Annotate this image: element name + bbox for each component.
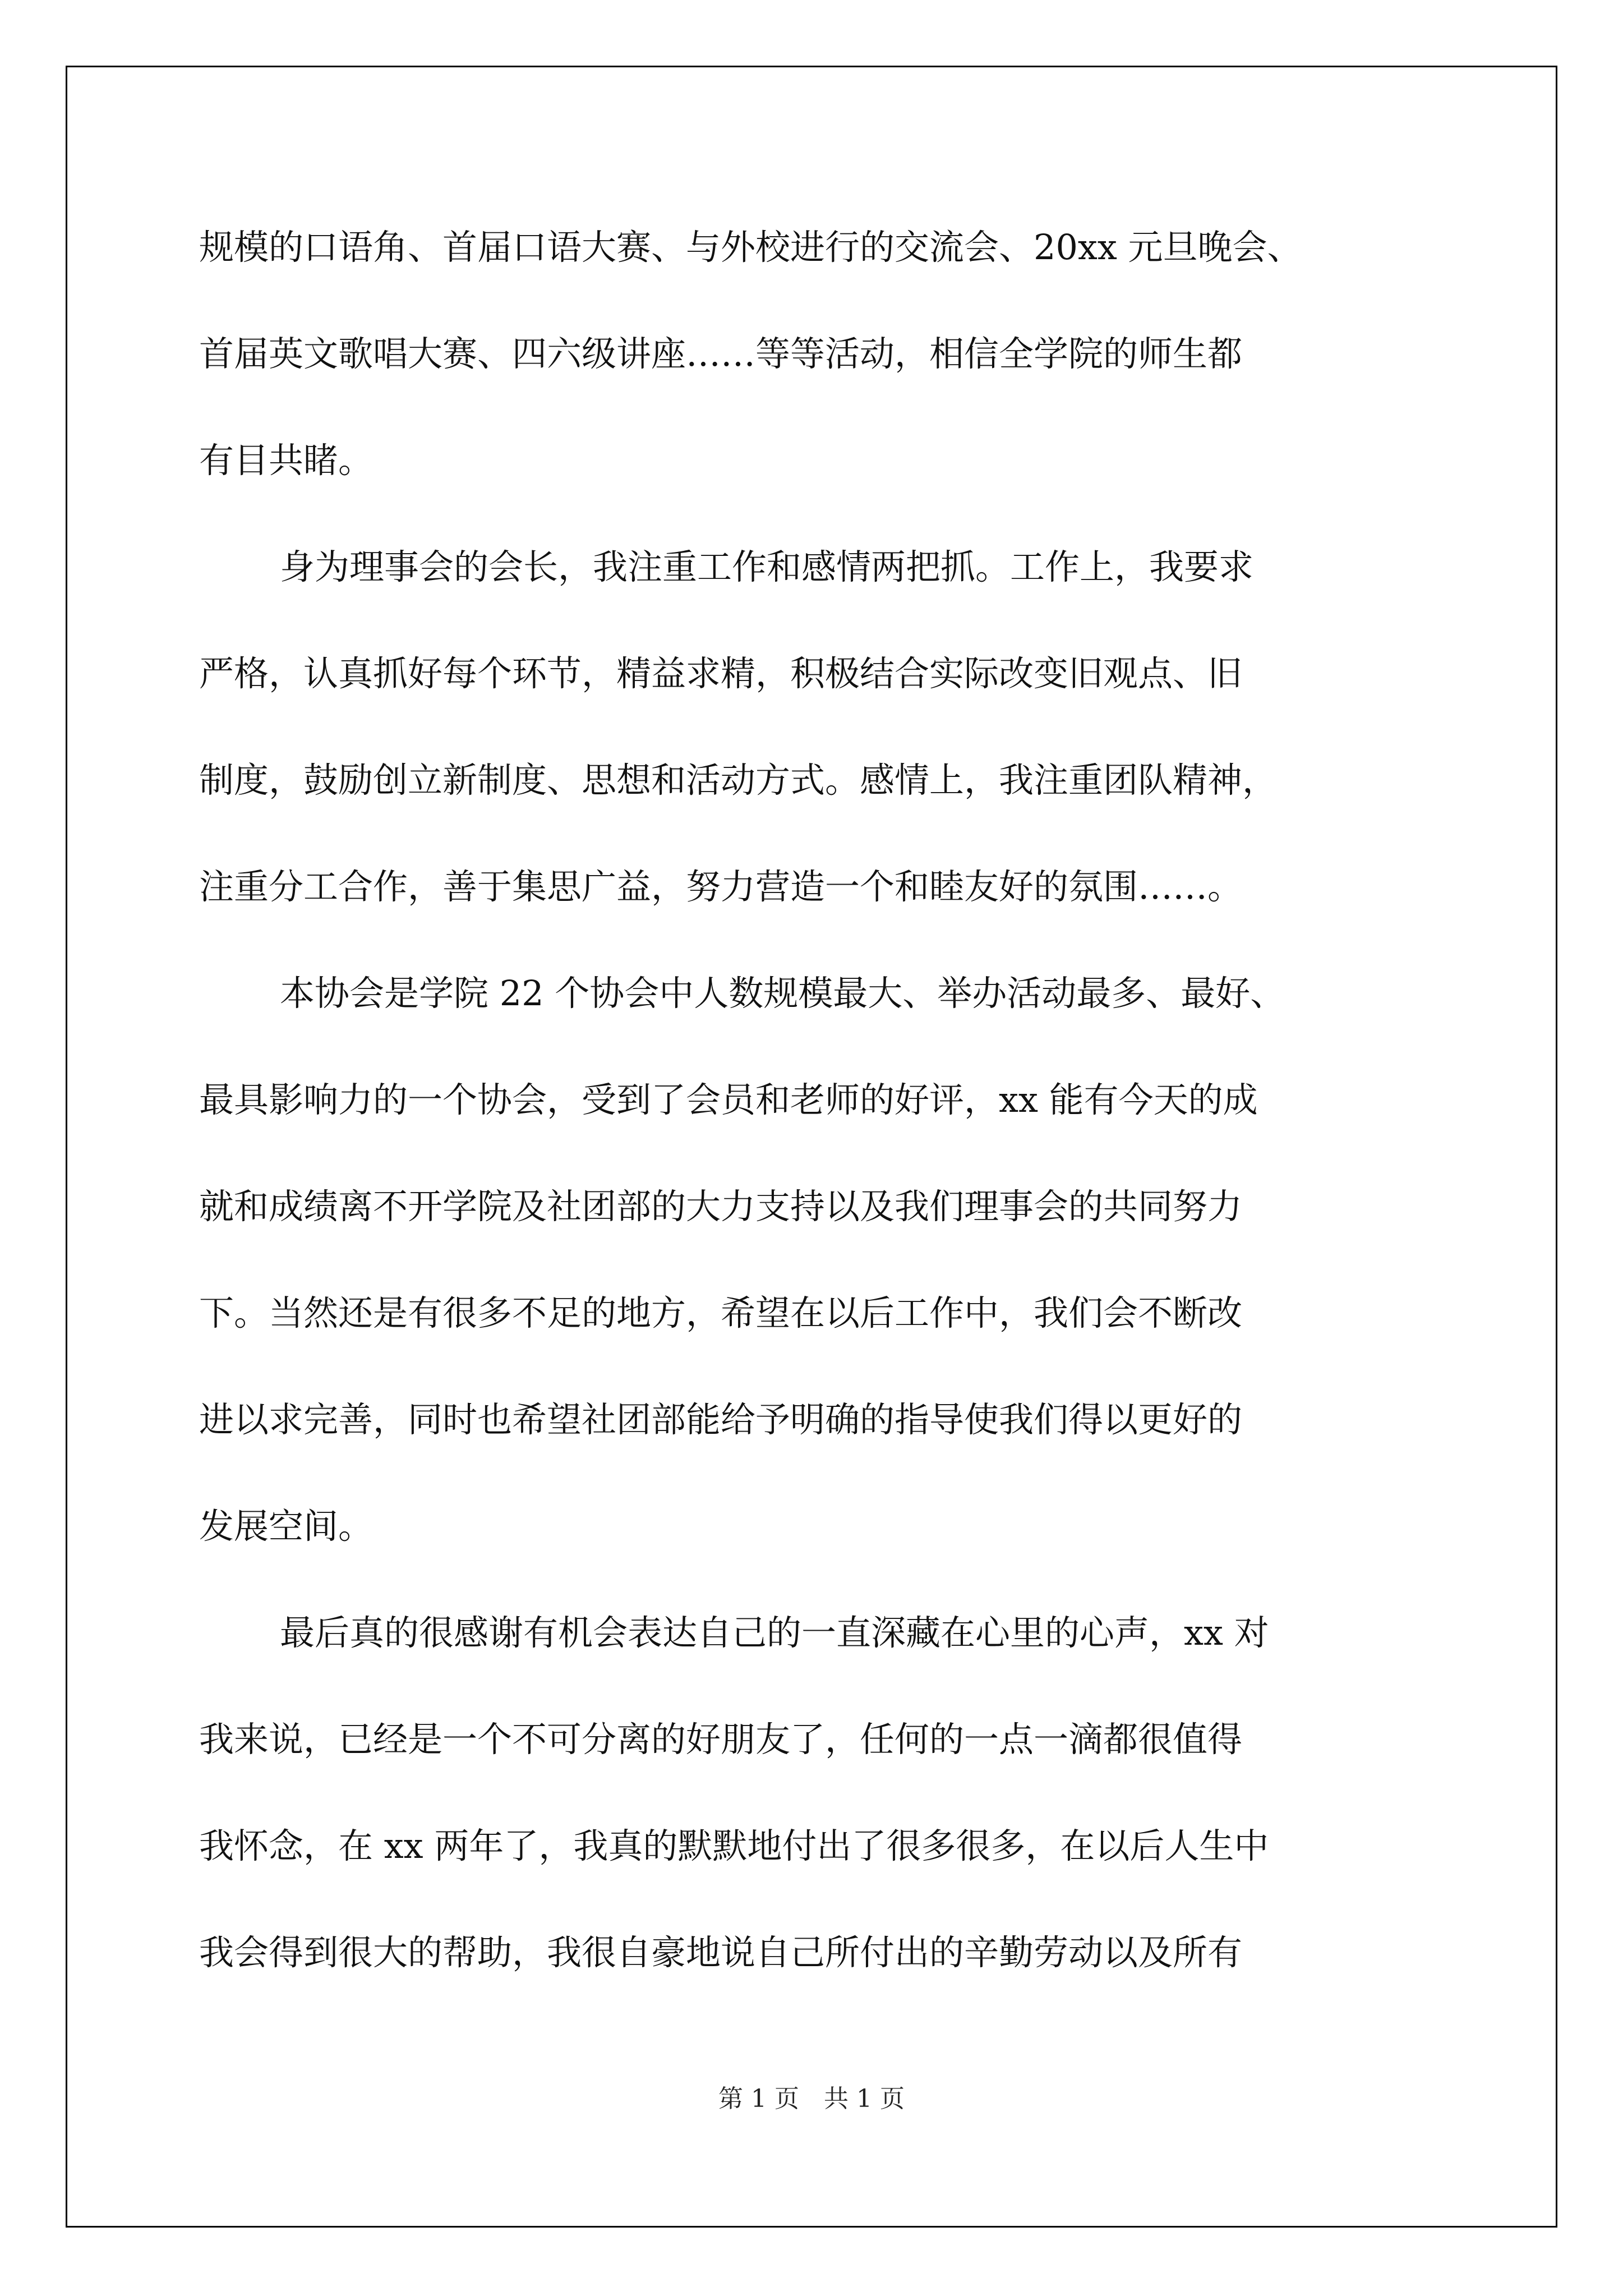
text-line: 制度，鼓励创立新制度、思想和活动方式。感情上，我注重团队精神， <box>199 760 1278 800</box>
text-line: 我会得到很大的帮助，我很自豪地说自己所付出的辛勤劳动以及所有 <box>199 1932 1243 1973</box>
text-line: 身为理事会的会长，我注重工作和感情两把抓。工作上，我要求 <box>280 546 1254 587</box>
text-line: 发展空间。 <box>199 1506 374 1547</box>
text-line: 最具影响力的一个协会，受到了会员和老师的好评，xx 能有今天的成 <box>199 1079 1258 1120</box>
text-line: 我来说，已经是一个不可分离的好朋友了，任何的一点一滴都很值得 <box>199 1719 1243 1760</box>
page-border <box>66 66 1557 2228</box>
text-line: 首届英文歌唱大赛、四六级讲座……等等活动，相信全学院的师生都 <box>199 333 1243 374</box>
text-line: 本协会是学院 22 个协会中人数规模最大、举办活动最多、最好、 <box>280 973 1285 1014</box>
text-line: 规模的口语角、首届口语大赛、与外校进行的交流会、20xx 元旦晚会、 <box>199 227 1302 268</box>
text-line: 最后真的很感谢有机会表达自己的一直深藏在心里的心声，xx 对 <box>280 1612 1269 1653</box>
text-line: 就和成绩离不开学院及社团部的大力支持以及我们理事会的共同努力 <box>199 1186 1243 1227</box>
text-line: 严格，认真抓好每个环节，精益求精，积极结合实际改变旧观点、旧 <box>199 653 1243 694</box>
text-line: 注重分工合作，善于集思广益，努力营造一个和睦友好的氛围……。 <box>199 866 1243 907</box>
text-line: 进以求完善，同时也希望社团部能给予明确的指导使我们得以更好的 <box>199 1399 1243 1440</box>
text-line: 我怀念，在 xx 两年了，我真的默默地付出了很多很多，在以后人生中 <box>199 1825 1269 1866</box>
page-number-footer: 第 1 页 共 1 页 <box>718 2085 905 2113</box>
text-line: 下。当然还是有很多不足的地方，希望在以后工作中，我们会不断改 <box>199 1292 1243 1333</box>
text-line: 有目共睹。 <box>199 440 374 481</box>
